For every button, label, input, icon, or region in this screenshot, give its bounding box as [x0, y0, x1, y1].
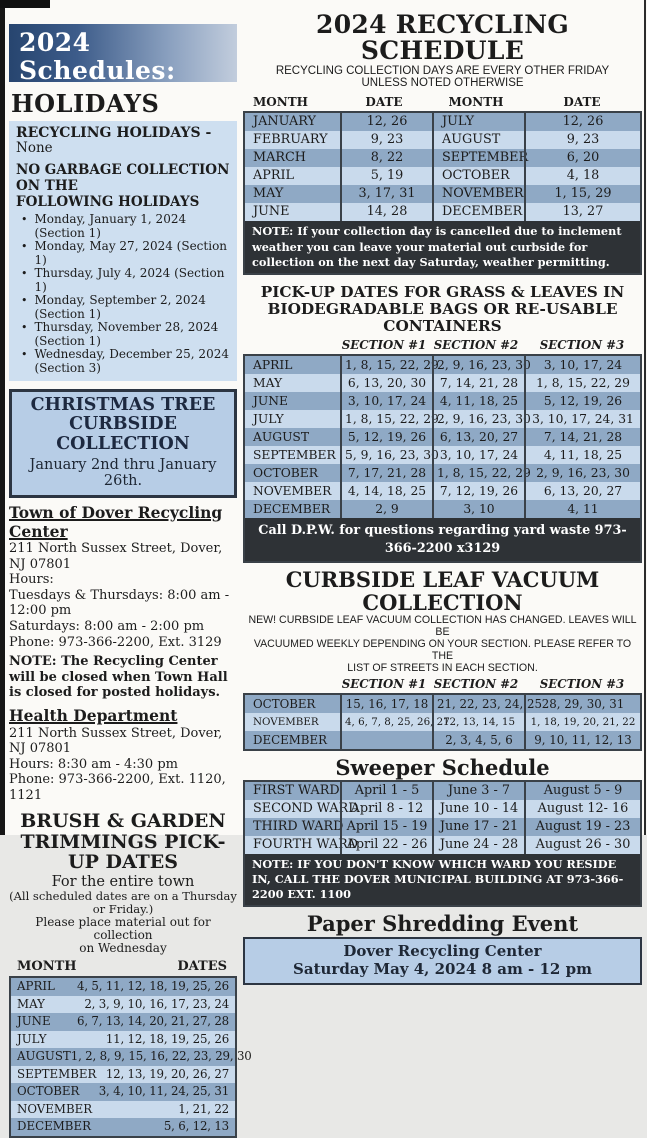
month-cell: MARCH	[253, 150, 306, 166]
section2-cell: 2, 3, 4, 5, 6	[432, 731, 524, 749]
info-line: Phone: 973-366-2200, Ext. 1120, 1121	[9, 772, 226, 804]
section1-cell: 1, 8, 15, 22, 29	[340, 356, 432, 374]
date-cell: 12, 26	[524, 113, 640, 131]
recycling-table-header	[243, 90, 642, 111]
month-cell: FEBRUARY	[253, 132, 328, 148]
month-column-header: MONTH	[17, 959, 77, 975]
leaf-vacuum-table	[243, 693, 642, 751]
section1-cell: 3, 10, 17, 24	[340, 392, 432, 410]
table-row	[245, 167, 640, 185]
table-row	[245, 356, 640, 374]
month-cell: MAY	[253, 376, 283, 391]
info-line: Tuesdays & Thursdays: 8:00 am - 12:00 pm	[9, 587, 230, 619]
section3-cell: 2, 9, 16, 23, 30	[524, 464, 640, 482]
section2-cell: 4, 11, 18, 25	[432, 392, 524, 410]
info-line: Phone: 973-366-2200, Ext. 3129	[9, 634, 222, 650]
month-cell: NOVEMBER	[253, 484, 332, 499]
list-item: • Thursday, July 4, 2024 (Section 1)	[21, 266, 225, 294]
bullet-icon: •	[21, 348, 28, 362]
table-row	[11, 1013, 235, 1031]
section3-cell: 4, 11, 18, 25	[524, 446, 640, 464]
scan-edge-left	[0, 0, 5, 835]
dates-cell: 11, 12, 18, 19, 25, 26	[105, 1031, 229, 1046]
section2-cell: 1, 8, 15, 22, 29	[432, 464, 524, 482]
ward-cell: THIRD WARD	[253, 818, 344, 834]
date-cell: 5, 19	[340, 167, 432, 185]
august-dates-cell: August 12- 16	[524, 800, 640, 818]
june-dates-cell: June 10 - 14	[432, 800, 524, 818]
table-row	[245, 836, 640, 854]
table-row	[245, 464, 640, 482]
table-row	[245, 500, 640, 518]
section3-cell: 1, 8, 15, 22, 29	[524, 374, 640, 392]
april-dates-cell: April 15 - 19	[340, 818, 432, 836]
health-department-title: Health Department	[9, 706, 178, 726]
info-line: Hours:	[9, 572, 54, 588]
ward-note: NOTE: IF YOU DON'T KNOW WHICH WARD YOU RESIDE IN, CALL THE DOVER MUNICIPAL BUILDING AT 973-366-2200 EXT. 1100	[245, 854, 640, 906]
list-item: • Monday, September 2, 2024 (Section 1)	[21, 293, 206, 321]
banner-word: Schedules:	[19, 56, 176, 85]
no-garbage-title: NO GARBAGE COLLECTION ON THE FOLLOWING HOLIDAYS	[16, 161, 230, 210]
brush-garden-section	[9, 809, 252, 1138]
section3-header: SECTION #3	[539, 338, 625, 353]
month-cell: NOVEMBER	[432, 185, 524, 203]
section3-cell: 4, 11	[524, 500, 640, 518]
month-column-header: MONTH	[448, 95, 504, 110]
shredding-datetime: Saturday May 4, 2024 8 am - 12 pm	[293, 960, 592, 979]
date-cell: 1, 15, 29	[524, 185, 640, 203]
month-cell: SEPTEMBER	[17, 1066, 97, 1081]
table-row	[245, 818, 640, 836]
grass-leaves-title: PICK-UP DATES FOR GRASS & LEAVES IN BIODEGRADABLE BAGS OR RE-USABLE CONTAINERS	[260, 283, 625, 336]
table-row	[245, 410, 640, 428]
table-row	[11, 978, 235, 996]
month-cell: SEPTEMBER	[253, 448, 336, 463]
date-cell: 13, 27	[524, 203, 640, 221]
date-cell: 9, 23	[340, 131, 432, 149]
holidays-panel	[9, 121, 237, 381]
dates-cell: 1, 2, 8, 9, 15, 16, 22, 23, 29, 30	[70, 1049, 252, 1064]
dates-cell: 12, 13, 19, 20, 26, 27	[105, 1066, 229, 1081]
ward-cell: FOURTH WARD	[253, 836, 358, 852]
month-cell: APRIL	[17, 979, 55, 994]
section2-cell: 3, 10	[432, 500, 524, 518]
recycling-schedule-table	[243, 111, 642, 275]
bullet-icon: •	[21, 267, 28, 281]
month-cell: JULY	[432, 113, 524, 131]
list-item: • Thursday, November 28, 2024 (Section 1)	[21, 320, 219, 348]
christmas-tree-box	[9, 389, 237, 498]
section2-cell: 21, 22, 23, 24, 25	[432, 695, 524, 713]
month-cell: DECEMBER	[17, 1119, 91, 1134]
dates-cell: 3, 4, 10, 11, 24, 25, 31	[98, 1084, 229, 1099]
section3-cell: 9, 10, 11, 12, 13	[524, 731, 640, 749]
section1-cell: 5, 12, 19, 26	[340, 428, 432, 446]
dpw-contact-note: Call D.P.W. for questions regarding yard waste 973-366-2200 x3129	[245, 518, 640, 561]
recycling-center-lines	[9, 541, 237, 650]
table-row	[245, 731, 640, 749]
section2-header: SECTION #2	[433, 677, 519, 692]
table-row	[245, 695, 640, 713]
june-dates-cell: June 3 - 7	[432, 782, 524, 800]
bullet-icon: •	[21, 294, 28, 308]
dates-cell: 1, 21, 22	[178, 1101, 229, 1116]
section1-header: SECTION #1	[341, 677, 427, 692]
month-cell: JUNE	[17, 1014, 51, 1029]
section2-cell: 3, 10, 17, 24	[432, 446, 524, 464]
paper-shredding-title: Paper Shredding Event	[306, 911, 579, 937]
ward-cell: FIRST WARD	[253, 782, 340, 798]
section2-cell: 6, 13, 20, 27	[432, 428, 524, 446]
table-row	[11, 1066, 235, 1084]
recycling-center-note: NOTE: The Recycling Center will be closed when Town Hall is closed for posted holidays.	[9, 654, 228, 701]
date-cell: 6, 20	[524, 149, 640, 167]
christmas-dates: January 2nd thru January 26th.	[29, 456, 217, 489]
month-cell: DECEMBER	[432, 203, 524, 221]
date-cell: 9, 23	[524, 131, 640, 149]
month-cell: AUGUST	[17, 1049, 71, 1064]
recycling-schedule-subtitle1: RECYCLING COLLECTION DAYS ARE EVERY OTHER FRIDAY	[275, 64, 610, 77]
grass-leaves-table	[243, 354, 642, 563]
christmas-title: CHRISTMAS TREE CURBSIDE COLLECTION	[30, 395, 216, 454]
month-cell: OCTOBER	[253, 697, 316, 712]
section1-cell: 4, 6, 7, 8, 25, 26, 27	[340, 713, 432, 731]
table-row	[245, 203, 640, 221]
health-department-info	[9, 707, 237, 804]
section1-cell: 5, 9, 16, 23, 30	[340, 446, 432, 464]
month-cell: SEPTEMBER	[432, 149, 524, 167]
section1-cell: 1, 8, 15, 22, 29	[340, 410, 432, 428]
brush-subtitle-note: (All scheduled dates are on a Thursday or Friday.)	[9, 889, 237, 916]
date-cell: 12, 26	[340, 113, 432, 131]
date-column-header: DATE	[563, 95, 601, 110]
table-row	[245, 185, 640, 203]
month-cell: JULY	[17, 1031, 47, 1046]
section3-cell: 1, 18, 19, 20, 21, 22	[524, 713, 640, 731]
date-cell: 8, 22	[340, 149, 432, 167]
month-cell: AUGUST	[432, 131, 524, 149]
brush-subtitle-note3: on Wednesday	[79, 940, 167, 955]
recycling-schedule-title: 2024 RECYCLING SCHEDULE	[316, 10, 569, 66]
info-line: 211 North Sussex Street, Dover, NJ 07801	[9, 725, 223, 757]
april-dates-cell: April 1 - 5	[340, 782, 432, 800]
month-cell: OCTOBER	[432, 167, 524, 185]
august-dates-cell: August 19 - 23	[524, 818, 640, 836]
august-dates-cell: August 5 - 9	[524, 782, 640, 800]
month-cell: OCTOBER	[253, 466, 319, 481]
weather-note: NOTE: If your collection day is cancelled due to inclement weather you can leave your material out curbside for collection on the next day Saturday, weather permitting.	[245, 221, 640, 273]
scan-edge-right	[644, 0, 646, 835]
month-cell: DECEMBER	[253, 502, 331, 517]
dates-cell: 5, 6, 12, 13	[163, 1119, 229, 1134]
recycling-holidays-label: RECYCLING HOLIDAYS -	[16, 125, 212, 141]
table-row	[245, 482, 640, 500]
info-line: Saturdays: 8:00 am - 2:00 pm	[9, 619, 205, 635]
section3-header: SECTION #3	[539, 677, 625, 692]
dates-cell: 4, 5, 11, 12, 18, 19, 25, 26	[77, 979, 229, 994]
table-row	[11, 1048, 252, 1066]
brush-subtitle: For the entire town	[51, 874, 195, 891]
table-row	[11, 1031, 235, 1049]
section1-cell: 15, 16, 17, 18	[340, 695, 432, 713]
june-dates-cell: June 24 - 28	[432, 836, 524, 854]
section1-cell: 7, 17, 21, 28	[340, 464, 432, 482]
section2-cell: 7, 14, 21, 28	[432, 374, 524, 392]
month-cell: JUNE	[253, 394, 289, 409]
leaf-section-headers	[243, 674, 642, 693]
brush-subtitle-note2: Please place material out for collection	[35, 914, 211, 942]
month-cell: JUNE	[253, 204, 290, 220]
shredding-location: Dover Recycling Center	[343, 942, 542, 961]
left-column	[9, 24, 252, 1138]
section2-cell: 2, 9, 16, 23, 30	[432, 356, 524, 374]
dates-column-header: DATES	[177, 959, 227, 975]
schedules-banner	[9, 24, 237, 85]
month-column-header: MONTH	[253, 95, 308, 110]
month-cell: MAY	[17, 996, 45, 1011]
banner-year: 2024	[19, 28, 91, 57]
recycling-center-info	[9, 504, 237, 701]
section1-cell: 6, 13, 20, 30	[340, 374, 432, 392]
brush-table	[9, 976, 252, 1138]
section3-cell: 5, 12, 19, 26	[524, 392, 640, 410]
section2-header: SECTION #2	[433, 338, 519, 353]
leaf-vacuum-title: CURBSIDE LEAF VACUUM COLLECTION	[285, 566, 600, 615]
section2-cell: 7, 12, 19, 26	[432, 482, 524, 500]
date-cell: 4, 18	[524, 167, 640, 185]
info-line: Hours: 8:30 am - 4:30 pm	[9, 756, 178, 772]
table-row	[245, 713, 640, 731]
section2-cell: 12, 13, 14, 15	[432, 713, 524, 731]
table-row	[11, 1083, 235, 1101]
grass-section-headers	[243, 335, 642, 354]
section3-cell: 3, 10, 17, 24	[524, 356, 640, 374]
june-dates-cell: June 17 - 21	[432, 818, 524, 836]
date-cell: 14, 28	[340, 203, 432, 221]
section1-cell: 2, 9	[340, 500, 432, 518]
bullet-icon: •	[21, 213, 28, 227]
list-item: • Monday, May 27, 2024 (Section 1)	[21, 239, 228, 267]
holiday-list	[16, 213, 230, 375]
month-cell: DECEMBER	[253, 733, 327, 748]
table-row	[245, 446, 640, 464]
section3-cell: 6, 13, 20, 27	[524, 482, 640, 500]
section3-cell: 3, 10, 17, 24, 31	[524, 410, 640, 428]
dates-cell: 2, 3, 9, 10, 16, 17, 23, 24	[84, 996, 229, 1011]
table-row	[245, 782, 640, 800]
list-item: • Monday, January 1, 2024 (Section 1)	[21, 212, 187, 240]
april-dates-cell: April 22 - 26	[340, 836, 432, 854]
sweeper-table	[243, 780, 642, 908]
august-dates-cell: August 26 - 30	[524, 836, 640, 854]
april-dates-cell: April 8 - 12	[340, 800, 432, 818]
dates-cell: 6, 7, 13, 14, 20, 21, 27, 28	[77, 1014, 229, 1029]
table-row	[245, 113, 640, 131]
right-column	[243, 12, 642, 985]
section3-cell: 7, 14, 21, 28	[524, 428, 640, 446]
section1-cell	[340, 731, 432, 749]
health-department-lines	[9, 726, 237, 804]
month-cell: APRIL	[253, 168, 295, 184]
section1-header: SECTION #1	[341, 338, 427, 353]
section2-cell: 2, 9, 16, 23, 30	[432, 410, 524, 428]
bullet-icon: •	[21, 321, 28, 335]
date-cell: 3, 17, 31	[340, 185, 432, 203]
paper-shredding-box	[243, 937, 642, 985]
date-column-header: DATE	[365, 95, 403, 110]
month-cell: NOVEMBER	[253, 716, 319, 729]
table-row	[245, 800, 640, 818]
table-row	[245, 149, 640, 167]
sweeper-title: Sweeper Schedule	[335, 755, 550, 781]
month-cell: JULY	[253, 412, 284, 427]
list-item: • Wednesday, December 25, 2024 (Section 3)	[21, 347, 229, 375]
brush-title: BRUSH & GARDEN TRIMMINGS PICK-UP DATES	[20, 809, 226, 874]
brush-table-header	[9, 955, 237, 976]
table-row	[245, 392, 640, 410]
month-cell: OCTOBER	[17, 1084, 80, 1099]
month-cell: NOVEMBER	[17, 1101, 93, 1116]
month-cell: APRIL	[253, 358, 293, 373]
table-row	[11, 1118, 235, 1136]
month-cell: MAY	[253, 186, 284, 202]
info-line: 211 North Sussex Street, Dover, NJ 07801	[9, 541, 223, 572]
scan-corner-mark	[0, 0, 50, 8]
ward-cell: SECOND WARD	[253, 800, 359, 816]
leaf-vacuum-subtitle: NEW! CURBSIDE LEAF VACUUM COLLECTION HAS CHANGED. LEAVES WILL BE VACUUMED WEEKLY DEPENDING ON YOUR SECTION. PLEASE REFER TO THE LIST OF STREETS IN EACH SECTION.	[248, 614, 637, 675]
section1-cell: 4, 14, 18, 25	[340, 482, 432, 500]
table-row	[245, 428, 640, 446]
recycling-center-title: Town of Dover Recycling Center	[9, 502, 223, 541]
table-row	[11, 996, 235, 1014]
bullet-icon: •	[21, 240, 28, 254]
month-cell: JANUARY	[253, 114, 316, 130]
holidays-heading: HOLIDAYS	[11, 89, 160, 118]
table-row	[245, 131, 640, 149]
section3-cell: 28, 29, 30, 31	[524, 695, 640, 713]
table-row	[245, 374, 640, 392]
recycling-schedule-subtitle2: UNLESS NOTED OTHERWISE	[361, 77, 524, 90]
table-row	[11, 1101, 235, 1119]
month-cell: AUGUST	[253, 430, 310, 445]
recycling-holidays-value: None	[16, 140, 53, 157]
